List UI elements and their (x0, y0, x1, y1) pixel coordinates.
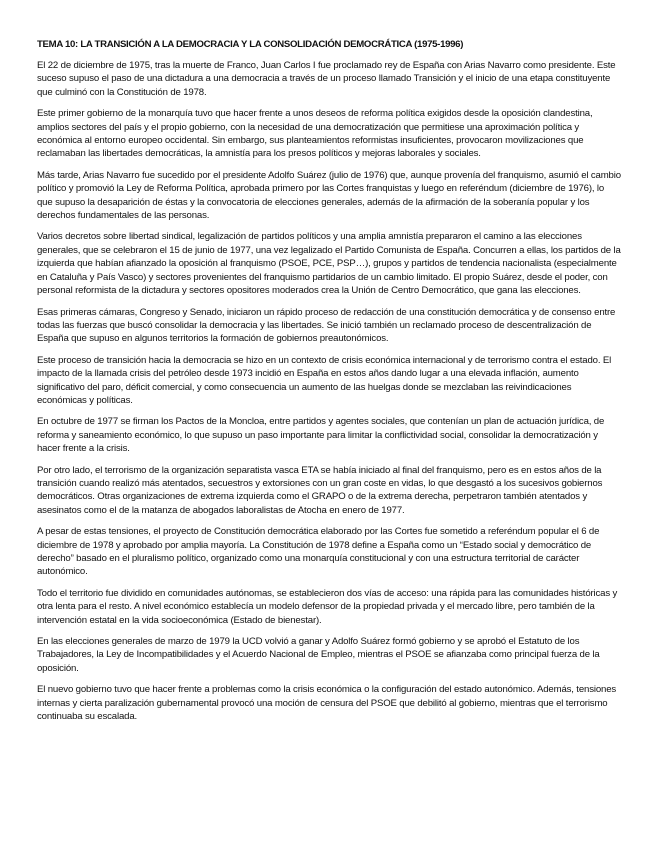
document-page (37, 38, 622, 731)
paragraph-1: El 22 de diciembre de 1975, tras la muerte de Franco, Juan Carlos I fue proclamado rey de España con Arias Navarro como presidente. Este suceso supuso el paso de una dictadura a una democracia a través de un proceso llamado Transición y el inicio de una etapa constituyente que culminó con la Constitución de 1978. (37, 60, 616, 98)
paragraph-5: Esas primeras cámaras, Congreso y Senado, iniciaron un rápido proceso de redacción de una constitución democrática y de consenso entre todas las fuerzas que buscó consolidar la democracia y las libertades. Se inició también un reclamado proceso de descentralización de España que supuso en algunos territorios la formación de gobiernos preautonómicos. (37, 306, 616, 345)
paragraph-11: En las elecciones generales de marzo de 1979 la UCD volvió a ganar y Adolfo Suárez formó gobierno y se aprobó el Estatuto de los Trabajadores, la Ley de Incompatibilidades y el Acuerdo Nacional de Empleo, mientras el PSOE se afianzaba como principal fuerza de la oposición. (37, 636, 600, 674)
paragraph-10: Todo el territorio fue dividido en comunidades autónomas, se establecieron dos vías de acceso: una rápida para las comunidades históricas y otra lenta para el resto. A nivel económico establecía un modelo defensor de la propiedad privada y el mercado libre, pero también de la intervención estatal en la vida socioeconómica (Estado de bienestar). (37, 587, 618, 626)
paragraph-2: Este primer gobierno de la monarquía tuvo que hacer frente a unos deseos de reforma política exigidos desde la oposición clandestina, amplios sectores del país y el propio gobierno, con la necesidad de una democratización que permitiese una aproximación política y económica al entorno europeo occidental. Sin embargo, sus planteamientos reformistas insuficientes, provocaron movilizaciones que reclamaban las libertades democráticas, la amnistía para los presos políticos y mejoras laborales y sociales. (37, 108, 593, 160)
document-title: TEMA 10: LA TRANSICIÓN A LA DEMOCRACIA Y LA CONSOLIDACIÓN DEMOCRÁTICA (1975-1996) (37, 39, 464, 50)
paragraph-7: En octubre de 1977 se firman los Pactos de la Moncloa, entre partidos y agentes sociales, que contenían un plan de actuación jurídica, de reforma y saneamiento económico, lo que supuso un paso importante para limitar la conflictividad social, consolidar la democratización y hacer frente a la crisis. (37, 416, 605, 455)
paragraph-6: Este proceso de transición hacia la democracia se hizo en un contexto de crisis económica internacional y de terrorismo contra el estado. El impacto de la llamada crisis del petróleo desde 1973 incidió en España en estos años dando lugar a una elevada inflación, aumento significativo del paro, déficit comercial, y como consecuencia un aumento de las huelgas donde se mezclaban las reivindicaciones económicas y políticas. (37, 354, 612, 406)
paragraph-4: Varios decretos sobre libertad sindical, legalización de partidos políticos y una amplia amnistía prepararon el camino a las elecciones generales, que se celebraron el 15 de junio de 1977, una vez legalizado el Partido Comunista de España. Concurren a ellas, los partidos de la izquierda que habían afianzado la oposición al franquismo (PSOE, PCE, PSP…), grupos y partidos de tendencia nacionalista (especialmente en Cataluña y País Vasco) y sectores provenientes del franquismo partidarios de un cambio limitado. El propio Suárez, desde el poder, con personal reformista de la dictadura y sectores opositores moderados crea la Unión de Centro Democrático, que gana las elecciones. (37, 231, 621, 297)
paragraph-12: El nuevo gobierno tuvo que hacer frente a problemas como la crisis económica o la configuración del estado autonómico. Además, tensiones internas y cierta paralización gubernamental provocó una moción de censura del PSOE que debilitó al gobierno, mientras que el terrorismo continuaba su escalada. (37, 684, 617, 723)
paragraph-8: Por otro lado, el terrorismo de la organización separatista vasca ETA se había iniciado al final del franquismo, pero es en estos años de la transición cuando realizó más atentados, secuestros y extorsiones con un gran coste en vidas, lo que desgastó a los sucesivos gobiernos democráticos. Otras organizaciones de extrema izquierda como el GRAPO o de la extrema derecha, perpetraron también atentados y asesinatos como el de la matanza de abogados laboralistas de Atocha en enero de 1977. (37, 464, 603, 516)
paragraph-3: Más tarde, Arias Navarro fue sucedido por el presidente Adolfo Suárez (julio de 1976) que, aunque provenía del franquismo, asumió el cambio político y promovió la Ley de Reforma Política, aprobada primero por las Cortes franquistas y luego en referéndum (diciembre de 1976), lo que supuso la desaparición de éstas y la convocatoria de elecciones generales, además de la afirmación de la soberanía popular y los derechos fundamentales de las personas. (37, 169, 621, 222)
paragraph-9: A pesar de estas tensiones, el proyecto de Constitución democrática elaborado por las Cortes fue sometido a referéndum popular el 6 de diciembre de 1978 y aprobado por amplia mayoría. La Constitución de 1978 define a España como un “Estado social y democrático de derecho” basado en el pluralismo político, organizado como una monarquía constitucional y con una estructura territorial de carácter autonómico. (37, 526, 600, 578)
